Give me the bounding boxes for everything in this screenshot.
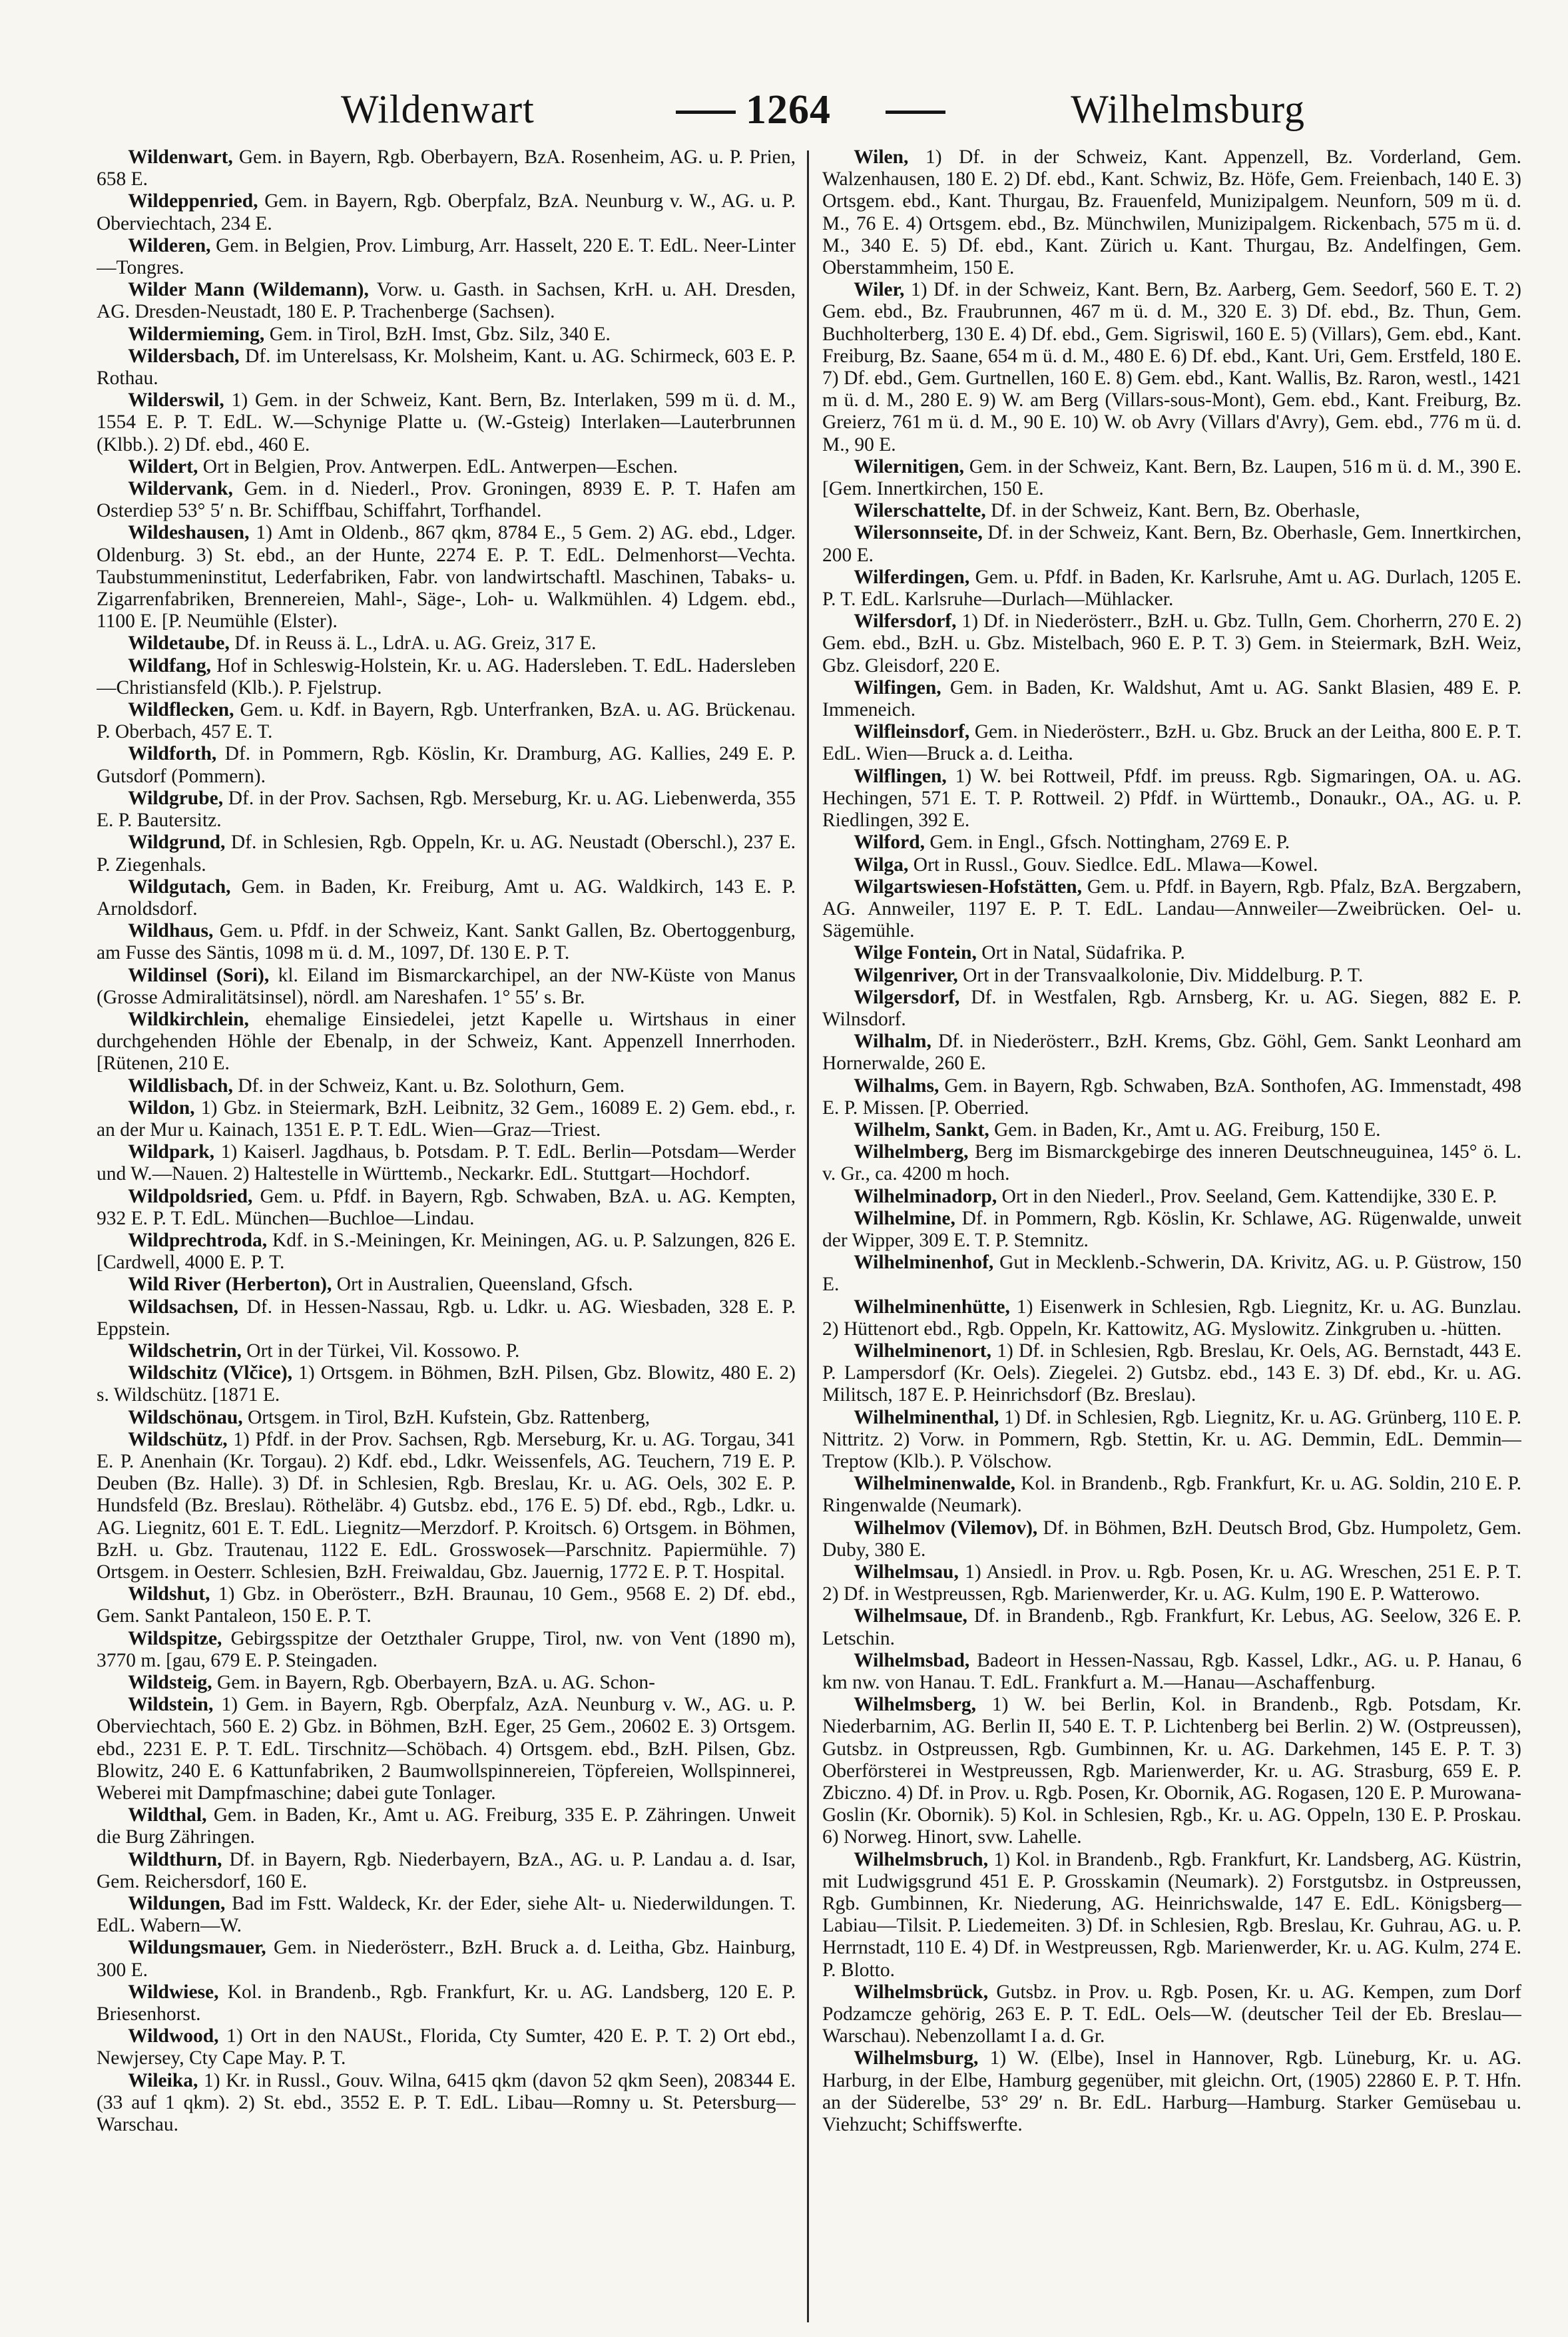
- entry-headword: Wilfingen,: [854, 676, 941, 698]
- entry-headword: Wilhelminenwalde,: [854, 1473, 1016, 1495]
- left-column: [97, 146, 796, 2330]
- dictionary-entry: [822, 854, 1521, 876]
- dictionary-entry: [97, 390, 796, 456]
- entry-headword: Wildungen,: [128, 1893, 226, 1915]
- dictionary-entry: [822, 1473, 1521, 1517]
- dictionary-entry: [97, 1362, 796, 1406]
- entry-text: 1) Eisenwerk in Schlesien, Rgb. Liegnitz, Kr. u. AG. Bunzlau. 2) Hüttenort ebd., Rgb. Oppeln, Kr. Kattowitz, AG. Myslowitz. Zinkgruben u. -hütten.: [822, 1296, 1521, 1340]
- entry-headword: Wilford,: [854, 832, 925, 854]
- dictionary-entry: [97, 743, 796, 787]
- entry-text: Df. in Bayern, Rgb. Niederbayern, BzA., AG. u. P. Landau a. d. Isar, Gem. Reichersdorf, 160 E.: [97, 1848, 796, 1892]
- entry-headword: Wildprechtroda,: [128, 1229, 268, 1251]
- entry-text: 1) W. bei Berlin, Kol. in Brandenb., Rgb. Potsdam, Kr. Niederbarnim, AG. Berlin II, 540 E. T. P. Lichtenberg bei Berlin. 2) W. (Ostpreussen), Gutsbz. in Ostpreussen, Rgb. Gumbinnen, Kr. u. AG. Darkehmen, 145 E. P. T. 3) Oberförsterei in Westpreussen, Rgb. Marienwerder, Kr. u. AG. Strasburg, 659 E. P. Zbiczno. 4) Df. in Prov. u. Rgb. Posen, Kr. Obornik, AG. Rogasen, 120 E. P. Murowana-Goslin (Kr. Obornik). 5) Kol. in Schlesien, Rgb., Kr. u. AG. Oppeln, 130 E. P. Proskau. 6) Norweg. Hinort, svw. Lahelle.: [822, 1694, 1521, 1848]
- entry-headword: Wilhelminenort,: [854, 1340, 991, 1362]
- dictionary-entry: [822, 1340, 1521, 1407]
- dictionary-entry: [97, 1097, 796, 1141]
- entry-headword: Wildthurn,: [128, 1848, 222, 1870]
- entry-headword: Wilfleinsdorf,: [854, 721, 970, 743]
- entry-headword: Wilhalm,: [854, 1031, 931, 1053]
- entry-text: 1) Ortsgem. in Böhmen, BzH. Pilsen, Gbz. Blowitz, 480 E. 2) s. Wildschütz. [1871 E.: [97, 1362, 796, 1406]
- dictionary-entry: [97, 1893, 796, 1937]
- entry-headword: Wildhaus,: [128, 920, 214, 942]
- entry-headword: Wildlisbach,: [128, 1075, 233, 1097]
- entry-text: Gem. in Niederösterr., BzH. Bruck a. d. Leitha, Gbz. Hainburg, 300 E.: [97, 1937, 796, 1981]
- dictionary-entry: [97, 788, 796, 832]
- entry-text: Df. in Reuss ä. L., LdrA. u. AG. Greiz, 317 E.: [229, 633, 597, 654]
- entry-headword: Wildsteig,: [128, 1672, 212, 1694]
- entry-headword: Wilderswil,: [128, 390, 224, 411]
- entry-text: Ort in Belgien, Prov. Antwerpen. EdL. Antwerpen—Eschen.: [198, 455, 678, 477]
- entry-text: 1) Ansiedl. in Prov. u. Rgb. Posen, Kr. u. AG. Wreschen, 251 E. P. T. 2) Df. in Westpreussen, Rgb. Marienwerder, Kr. u. AG. Kulm, 190 E. P. Watterowo.: [822, 1561, 1521, 1605]
- entry-text: Gem. in Baden, Kr. Freiburg, Amt u. AG. Waldkirch, 143 E. P. Arnoldsdorf.: [97, 876, 796, 919]
- dictionary-entry: [97, 1672, 796, 1694]
- entry-text: 1) W. (Elbe), Insel in Hannover, Rgb. Lüneburg, Kr. u. AG. Harburg, in der Elbe, Hamburg gegenüber, mit gleichn. Ort, (1905) 22860 E. P. T. Hfn. an der Süderelbe, 53° 29′ n. Br. EdL. Harburg—Hamburg. Starker Gemüsebau u. Viehzucht; Schiffswerfte.: [822, 2047, 1521, 2136]
- dictionary-entry: [97, 1804, 796, 1848]
- dictionary-entry: [822, 1407, 1521, 1473]
- entry-text: Hof in Schleswig-Holstein, Kr. u. AG. Hadersleben. T. EdL. Hadersleben—Christiansfeld (Klb.). P. Fjelstrup.: [97, 654, 796, 698]
- entry-headword: Wildkirchlein,: [128, 1008, 249, 1030]
- dictionary-entry: [822, 279, 1521, 456]
- entry-text: Df. in der Prov. Sachsen, Rgb. Merseburg, Kr. u. AG. Liebenwerda, 355 E. P. Bautersitz.: [97, 787, 796, 832]
- entry-text: Ort in Natal, Südafrika. P.: [976, 942, 1185, 964]
- header-right-word: Wilhelmsburg: [1071, 87, 1305, 131]
- dictionary-entry: [97, 633, 796, 654]
- entry-headword: Wildstein,: [128, 1694, 214, 1716]
- entry-headword: Wildinsel (Sori),: [128, 964, 270, 986]
- entry-headword: Wildschitz (Vlčice),: [128, 1362, 293, 1384]
- dictionary-entry: [822, 1031, 1521, 1075]
- entry-text: Gem. in Bayern, Rgb. Oberbayern, BzA. Rosenheim, AG. u. P. Prien, 658 E.: [97, 146, 796, 190]
- entry-text: Gem. in Bayern, Rgb. Oberbayern, BzA. u. AG. Schon-: [212, 1672, 655, 1694]
- entry-headword: Wildert,: [128, 455, 198, 477]
- entry-headword: Wildersbach,: [128, 345, 240, 367]
- dictionary-entry: [97, 655, 796, 699]
- dictionary-entry: [822, 1517, 1521, 1561]
- entry-text: Gem. u. Pfdf. in Bayern, Rgb. Schwaben, BzA. u. AG. Kempten, 932 E. P. T. EdL. München—Buchloe—Lindau.: [97, 1185, 796, 1229]
- dictionary-entry: [97, 346, 796, 390]
- dictionary-entry: [822, 1141, 1521, 1185]
- dictionary-entry: [97, 1937, 796, 1981]
- entry-headword: Wildenwart,: [128, 146, 233, 168]
- entry-text: Gem. in Niederösterr., BzH. u. Gbz. Bruck an der Leitha, 800 E. P. T. EdL. Wien—Bruck a. d. Leitha.: [822, 721, 1521, 765]
- dictionary-entry: [822, 876, 1521, 943]
- entry-headword: Wilferdingen,: [854, 566, 970, 588]
- entry-headword: Wilhelminenthal,: [854, 1406, 999, 1428]
- entry-headword: Wildungsmauer,: [128, 1937, 266, 1959]
- dictionary-entry: [822, 2047, 1521, 2136]
- entry-text: Gem. in Baden, Kr., Amt u. AG. Freiburg, 335 E. P. Zähringen. Unweit die Burg Zähringen.: [97, 1804, 796, 1848]
- dictionary-entry: [822, 146, 1521, 279]
- entry-headword: Wildpoldsried,: [128, 1185, 253, 1207]
- dictionary-entry: [822, 832, 1521, 854]
- entry-text: 1) Df. in Niederösterr., BzH. u. Gbz. Tulln, Gem. Chorherrn, 270 E. 2) Gem. ebd., BzH. u. Gbz. Mistelbach, 960 E. P. T. 3) Gem. in Steiermark, BzH. Weiz, Gbz. Gleisdorf, 220 E.: [822, 611, 1521, 676]
- dictionary-entry: [97, 456, 796, 478]
- entry-headword: Wildfang,: [128, 654, 212, 676]
- column-divider: [807, 150, 809, 2322]
- dictionary-entry: [97, 146, 796, 190]
- entry-text: Ort in Australien, Queensland, Gfsch.: [332, 1274, 633, 1296]
- dictionary-entry: [822, 1694, 1521, 1848]
- entry-text: Gut in Mecklenb.-Schwerin, DA. Krivitz, AG. u. P. Güstrow, 150 E.: [822, 1252, 1521, 1296]
- entry-text: Gem. in Bayern, Rgb. Oberpfalz, BzA. Neunburg v. W., AG. u. P. Oberviechtach, 234 E.: [97, 190, 796, 234]
- dictionary-entry: [822, 721, 1521, 765]
- dictionary-entry: [822, 1296, 1521, 1340]
- entry-headword: Wilgenriver,: [854, 964, 958, 986]
- entry-text: Df. in Schlesien, Rgb. Oppeln, Kr. u. AG. Neustadt (Oberschl.), 237 E. P. Ziegenhals.: [97, 832, 796, 876]
- entry-headword: Wilga,: [854, 854, 909, 876]
- entry-text: 1) Gem. in Bayern, Rgb. Oberpfalz, AzA. Neunburg v. W., AG. u. P. Oberviechtach, 560 E. 2) Gbz. in Böhmen, BzH. Eger, 25 Gem., 20602 E. 3) Ortsgem. ebd., 2231 E. P. T. EdL. Tirschnitz—Schöbach. 4) Ortsgem. ebd., BzH. Pilsen, Gbz. Blowitz, 240 E. 6 Kattunfabriken, 2 Baumwollspinnereien, Töpfereien, Wollspinnerei, Weberei mit Dampfmaschine; dabei gute Tonlager.: [97, 1694, 796, 1804]
- entry-headword: Wildetaube,: [128, 633, 230, 654]
- entry-text: Gem. in Tirol, BzH. Imst, Gbz. Silz, 340 E.: [264, 323, 611, 345]
- entry-text: 1) Df. in der Schweiz, Kant. Bern, Bz. Aarberg, Gem. Seedorf, 560 E. T. 2) Gem. ebd., Bz. Fraubrunnen, 467 m ü. d. M., 320 E. 3) Df. ebd., Bz. Thun, Gem. Buchholterberg, 130 E. 4) Df. ebd., Gem. Sigriswil, 160 E. 5) (Villars), Gem. ebd., Kant. Freiburg, Bz. Saane, 654 m ü. d. M., 480 E. 6) Df. ebd., Kant. Uri, Gem. Erstfeld, 180 E. 7) Df. ebd., Gem. Gurtnellen, 160 E. 8) Gem. ebd., Kant. Wallis, Bz. Raron, westl., 1421 m ü. d. M., 280 E. 9) W. am Berg (Villars-sous-Mont), Gem. ebd., Kant. Freiburg, Bz. Greierz, 761 m ü. d. M., 90 E. 10) W. ob Avry (Villars d'Avry), Gem. ebd., 776 m ü. d. M., 90 E.: [822, 279, 1521, 455]
- entry-headword: Wilhelmine,: [854, 1207, 955, 1229]
- dictionary-entry: [97, 1407, 796, 1429]
- entry-headword: Wilfersdorf,: [854, 611, 957, 633]
- dictionary-entry: [822, 1075, 1521, 1119]
- dictionary-entry: [97, 1849, 796, 1893]
- entry-headword: Wildeppenried,: [128, 190, 258, 212]
- entry-headword: Wildschetrin,: [128, 1340, 242, 1362]
- dictionary-entry: [97, 832, 796, 876]
- dictionary-entry: [97, 1274, 796, 1296]
- entry-headword: Wilernitigen,: [854, 455, 964, 477]
- dictionary-entry: [97, 965, 796, 1009]
- entry-text: 1) Kol. in Brandenb., Rgb. Frankfurt, Kr. Landsberg, AG. Küstrin, mit Ludwigsgrund 451 E. P. Grosskamin (Neumark). 2) Forstgutsbz. in Ostpreussen, Rgb. Gumbinnen, Kr. Niederung, AG. Heinrichswalde, 147 E. EdL. Königsberg—Labiau—Tilsit. P. Liedemeiten. 3) Df. in Schlesien, Rgb. Breslau, Kr. Guhrau, AG. u. P. Herrnstadt, 110 E. 4) Df. in Westpreussen, Rgb. Marienwerder, Kr. u. AG. Kulm, 274 E. P. Blotto.: [822, 1848, 1521, 1981]
- entry-headword: Wilen,: [854, 146, 909, 168]
- dictionary-entry: [822, 677, 1521, 721]
- dictionary-entry: [822, 1849, 1521, 1981]
- entry-text: 1) Pfdf. in der Prov. Sachsen, Rgb. Merseburg, Kr. u. AG. Torgau, 341 E. P. Anenhain (Kr. Torgau). 2) Kdf. ebd., Ldkr. Weissenfels, AG. Teuchern, 719 E. P. Deuben (Bz. Halle). 3) Df. in Schlesien, Rgb. Breslau, Kr. u. AG. Oels, 302 E. P. Hundsfeld (Bz. Breslau). Rötheläbr. 4) Gutsbz. ebd., 176 E. 5) Df. ebd., Rgb., Ldkr. u. AG. Liegnitz, 601 E. T. EdL. Liegnitz—Merzdorf. P. Kroitsch. 6) Ortsgem. in Böhmen, BzH. u. Gbz. Trautenau, 1122 E. EdL. Grosswosek—Parschnitz. Papiermühle. 7) Ortsgem. in Oesterr. Schlesien, BzH. Freiwaldau, Gbz. Jauernig, 1772 E. P. T. Hospital.: [97, 1428, 796, 1583]
- entry-text: Kol. in Brandenb., Rgb. Frankfurt, Kr. u. AG. Landsberg, 120 E. P. Briesenhorst.: [97, 1981, 796, 2025]
- dictionary-entry: [97, 1340, 796, 1362]
- entry-headword: Wilhelmov (Vilemov),: [854, 1517, 1038, 1539]
- entry-headword: Wilhelmsbad,: [854, 1649, 970, 1671]
- dictionary-entry: [97, 1429, 796, 1583]
- entry-headword: Wildeshausen,: [128, 522, 250, 544]
- entry-text: Df. in Pommern, Rgb. Köslin, Kr. Dramburg, AG. Kallies, 249 E. P. Gutsdorf (Pommern).: [97, 743, 796, 787]
- entry-headword: Wildflecken,: [128, 699, 234, 721]
- dictionary-entry: [97, 1981, 796, 2025]
- dictionary-entry: [97, 1186, 796, 1230]
- entry-text: Gutsbz. in Prov. u. Rgb. Posen, Kr. u. AG. Kempen, zum Dorf Podzamcze gehörig, 263 E. P. T. EdL. Oels—W. (deutscher Teil der Eb. Breslau—Warschau). Nebenzollamt I a. d. Gr.: [822, 1981, 1521, 2047]
- entry-text: Berg im Bismarckgebirge des inneren Deutschneuguinea, 145° ö. L. v. Gr., ca. 4200 m hoch.: [822, 1141, 1521, 1185]
- dictionary-entry: [97, 1628, 796, 1672]
- entry-text: Df. in Hessen-Nassau, Rgb. u. Ldkr. u. AG. Wiesbaden, 328 E. P. Eppstein.: [97, 1296, 796, 1340]
- dictionary-entry: [822, 1208, 1521, 1252]
- dictionary-entry: [97, 1230, 796, 1274]
- entry-text: Vorw. u. Gasth. in Sachsen, KrH. u. AH. Dresden, AG. Dresden-Neustadt, 180 E. P. Trachenberge (Sachsen).: [97, 279, 796, 323]
- entry-headword: Wilhelmsburg,: [854, 2047, 979, 2069]
- entry-headword: Wildervank,: [128, 478, 233, 500]
- entry-text: Ort in Russl., Gouv. Siedlce. EdL. Mlawa—Kowel.: [908, 854, 1318, 876]
- entry-headword: Wilhelminenhof,: [854, 1252, 994, 1274]
- entry-headword: Wildermieming,: [128, 323, 265, 345]
- entry-text: Df. in der Schweiz, Kant. Bern, Bz. Oberhasle,: [985, 500, 1360, 522]
- dictionary-entry: [822, 1605, 1521, 1649]
- entry-text: Bad im Fstt. Waldeck, Kr. der Eder, siehe Alt- u. Niederwildungen. T. EdL. Wabern—W.: [97, 1893, 796, 1937]
- entry-headword: Wildforth,: [128, 743, 217, 765]
- entry-text: Ort in der Türkei, Vil. Kossowo. P.: [241, 1340, 520, 1362]
- dictionary-entry: [97, 699, 796, 743]
- dictionary-entry: [97, 1583, 796, 1627]
- entry-text: 1) W. bei Rottweil, Pfdf. im preuss. Rgb. Sigmaringen, OA. u. AG. Hechingen, 571 E. T. P. Rottweil. 2) Pfdf. in Württemb., Donaukr., OA., AG. u. P. Riedlingen, 392 E.: [822, 765, 1521, 832]
- entry-headword: Wilhelminadorp,: [854, 1185, 997, 1207]
- header-left-word: Wildenwart: [341, 87, 535, 131]
- entry-text: 1) Df. in der Schweiz, Kant. Appenzell, Bz. Vorderland, Gem. Walzenhausen, 180 E. 2) Df. ebd., Kant. Schwiz, Bz. Höfe, Gem. Freienbach, 140 E. 3) Ortsgem. ebd., Kant. Thurgau, Bz. Frauenfeld, Munizipalgem. Neunforn, 509 m ü. d. M., 76 E. 4) Ortsgem. ebd., Bz. Münchwilen, Munizipalgem. Rickenbach, 575 m ü. d. M., 340 E. 5) Df. ebd., Kant. Zürich u. Kant. Thurgau, Bz. Andelfingen, Gem. Oberstammheim, 150 E.: [822, 146, 1521, 279]
- entry-headword: Wildthal,: [128, 1804, 207, 1826]
- entry-text: 1) Gbz. in Oberösterr., BzH. Braunau, 10 Gem., 9568 E. 2) Df. ebd., Gem. Sankt Pantaleon, 150 E. P. T.: [97, 1583, 796, 1627]
- entry-headword: Wildspitze,: [128, 1627, 222, 1649]
- dictionary-entry: [97, 2070, 796, 2137]
- dictionary-entry: [822, 1252, 1521, 1296]
- dictionary-entry: [822, 1119, 1521, 1141]
- dictionary-entry: [97, 235, 796, 279]
- entry-text: Badeort in Hessen-Nassau, Rgb. Kassel, Ldkr., AG. u. P. Hanau, 6 km nw. von Hanau. T. EdL. Frankfurt a. M.—Hanau—Aschaffenburg.: [822, 1649, 1521, 1694]
- entry-text: Gem. in Baden, Kr. Waldshut, Amt u. AG. Sankt Blasien, 489 E. P. Immeneich.: [822, 676, 1521, 721]
- entry-text: kl. Eiland im Bismarckarchipel, an der NW-Küste von Manus (Grosse Admiralitätsinsel), nördl. am Nareshafen. 1° 55′ s. Br.: [97, 964, 796, 1008]
- entry-headword: Wiler,: [854, 279, 905, 301]
- entry-headword: Wilgersdorf,: [854, 986, 960, 1008]
- entry-text: Gem. in der Schweiz, Kant. Bern, Bz. Laupen, 516 m ü. d. M., 390 E. [Gem. Innertkirchen, 150 E.: [822, 455, 1521, 500]
- dictionary-entry: [822, 766, 1521, 832]
- entry-text: 1) Gbz. in Steiermark, BzH. Leibnitz, 32 Gem., 16089 E. 2) Gem. ebd., r. an der Mur u. Kainach, 1351 E. P. T. EdL. Wien—Graz—Triest.: [97, 1097, 796, 1141]
- entry-text: Gem. in d. Niederl., Prov. Groningen, 8939 E. P. T. Hafen am Osterdiep 53° 5′ n. Br. Schiffbau, Schiffahrt, Torfhandel.: [97, 478, 796, 522]
- dictionary-entry: [97, 1141, 796, 1185]
- entry-text: 1) Ort in den NAUSt., Florida, Cty Sumter, 420 E. P. T. 2) Ort ebd., Newjersey, Cty Cape May. P. T.: [97, 2025, 796, 2069]
- entry-headword: Wildgrund,: [128, 832, 226, 854]
- entry-text: Kdf. in S.-Meiningen, Kr. Meiningen, AG. u. P. Salzungen, 826 E. [Cardwell, 4000 E. P. T.: [97, 1229, 796, 1274]
- entry-headword: Wilhelmsau,: [854, 1561, 959, 1583]
- entry-text: Df. in Westfalen, Rgb. Arnsberg, Kr. u. AG. Siegen, 882 E. P. Wilnsdorf.: [822, 986, 1521, 1030]
- entry-text: Gem. in Baden, Kr., Amt u. AG. Freiburg, 150 E.: [989, 1119, 1381, 1141]
- entry-text: 1) Kaiserl. Jagdhaus, b. Potsdam. P. T. EdL. Berlin—Potsdam—Werder und W.—Nauen. 2) Haltestelle in Württemb., Neckarkr. EdL. Stuttgart—Hochdorf.: [97, 1141, 796, 1185]
- entry-headword: Wildwiese,: [128, 1981, 219, 2003]
- dictionary-entry: [97, 478, 796, 522]
- dictionary-entry: [97, 1075, 796, 1097]
- entry-headword: Wild River (Herberton),: [128, 1274, 332, 1296]
- entry-text: Df. in Brandenb., Rgb. Frankfurt, Kr. Lebus, AG. Seelow, 326 E. P. Letschin.: [822, 1605, 1521, 1649]
- dictionary-entry: [97, 190, 796, 234]
- entry-text: Df. in Pommern, Rgb. Köslin, Kr. Schlawe, AG. Rügenwalde, unweit der Wipper, 309 E. T. P. Stemnitz.: [822, 1207, 1521, 1251]
- dictionary-entry: [822, 942, 1521, 964]
- entry-text: Gem. in Engl., Gfsch. Nottingham, 2769 E. P.: [925, 832, 1290, 854]
- entry-headword: Wilder Mann (Wildemann),: [128, 279, 369, 301]
- running-header: [0, 73, 1568, 146]
- entry-text: Gebirgsspitze der Oetzthaler Gruppe, Tirol, nw. von Vent (1890 m), 3770 m. [gau, 679 E. P. Steingaden.: [97, 1627, 796, 1671]
- dictionary-entry: [97, 324, 796, 346]
- dictionary-entry: [822, 1650, 1521, 1694]
- entry-text: Gem. u. Pfdf. in der Schweiz, Kant. Sankt Gallen, Bz. Obertoggenburg, am Fusse des Säntis, 1098 m ü. d. M., 1097, Df. 130 E. P. T.: [97, 920, 796, 964]
- dictionary-entry: [822, 611, 1521, 677]
- entry-text: Df. in Niederösterr., BzH. Krems, Gbz. Göhl, Gem. Sankt Leonhard am Hornerwalde, 260 E.: [822, 1031, 1521, 1075]
- entry-text: ehemalige Einsiedelei, jetzt Kapelle u. Wirtshaus in einer durchgehenden Höhle der Ebenalp, in der Schweiz, Kant. Appenzell Innerrhoden. [Rütenen, 210 E.: [97, 1008, 796, 1075]
- page-number: 1264: [746, 87, 831, 132]
- entry-headword: Wilge Fontein,: [854, 942, 977, 964]
- dictionary-entry: [97, 1694, 796, 1804]
- entry-headword: Wildschönau,: [128, 1406, 243, 1428]
- entry-text: Kol. in Brandenb., Rgb. Frankfurt, Kr. u. AG. Soldin, 210 E. P. Ringenwalde (Neumark).: [822, 1473, 1521, 1517]
- entry-text: Gem. u. Pfdf. in Baden, Kr. Karlsruhe, Amt u. AG. Durlach, 1205 E. P. T. EdL. Karlsruhe—Durlach—Mühlacker.: [822, 566, 1521, 611]
- dictionary-entry: [97, 279, 796, 323]
- entry-headword: Wilhelmsaue,: [854, 1605, 967, 1627]
- entry-headword: Wilgartswiesen-Hofstätten,: [854, 876, 1082, 898]
- dictionary-entry: [822, 1186, 1521, 1208]
- entry-text: Gem. in Bayern, Rgb. Schwaben, BzA. Sonthofen, AG. Immenstadt, 498 E. P. Missen. [P. Oberried.: [822, 1075, 1521, 1119]
- entry-headword: Wildschütz,: [128, 1428, 228, 1450]
- entry-text: Df. im Unterelsass, Kr. Molsheim, Kant. u. AG. Schirmeck, 603 E. P. Rothau.: [97, 345, 796, 390]
- entry-text: 1) Df. in Schlesien, Rgb. Breslau, Kr. Oels, AG. Bernstadt, 443 E. P. Lampersdorf (Kr. Oels). Ziegelei. 2) Gutsbz. ebd., 143 E. 3) Df. ebd., Kr. u. AG. Militsch, 187 E. P. Heinrichsdorf (Bz. Breslau).: [822, 1340, 1521, 1406]
- dictionary-entry: [822, 522, 1521, 566]
- entry-headword: Wildgutach,: [128, 876, 231, 898]
- dictionary-entry: [822, 456, 1521, 500]
- entry-text: Df. in der Schweiz, Kant. Bern, Bz. Oberhasle, Gem. Innertkirchen, 200 E.: [822, 522, 1521, 566]
- entry-headword: Wilersonnseite,: [854, 522, 983, 544]
- entry-text: 1) Amt in Oldenb., 867 qkm, 8784 E., 5 Gem. 2) AG. ebd., Ldger. Oldenburg. 3) St. ebd., an der Hunte, 2274 E. P. T. EdL. Delmenhorst—Vechta. Taubstummeninstitut, Lederfabriken, Fabr. von landwirtschaftl. Maschinen, Tabaks- u. Zigarrenfabriken, Brennereien, Mahl-, Säge-, Loh- u. Walkmühlen. 4) Ldgem. ebd., 1100 E. [P. Neumühle (Elster).: [97, 522, 796, 633]
- dictionary-entry: [822, 1561, 1521, 1605]
- entry-text: Ortsgem. in Tirol, BzH. Kufstein, Gbz. Rattenberg,: [242, 1406, 651, 1428]
- entry-headword: Wilhelmsbruch,: [854, 1848, 989, 1870]
- header-dash-left: [676, 111, 736, 114]
- dictionary-entry: [97, 876, 796, 920]
- entry-headword: Wileika,: [128, 2069, 198, 2091]
- entry-headword: Wilflingen,: [854, 765, 947, 787]
- dictionary-entry: [822, 567, 1521, 611]
- entry-text: 1) Kr. in Russl., Gouv. Wilna, 6415 qkm (davon 52 qkm Seen), 208344 E. (33 auf 1 qkm). 2) St. ebd., 3552 E. P. T. EdL. Libau—Romny u. St. Petersburg—Warschau.: [97, 2069, 796, 2136]
- dictionary-entry: [97, 1009, 796, 1075]
- entry-text: 1) Df. in Schlesien, Rgb. Liegnitz, Kr. u. AG. Grünberg, 110 E. P. Nittritz. 2) Vorw. in Pommern, Rgb. Stettin, Kr. u. AG. Demmin, EdL. Demmin—Treptow (Klb.). P. Völschow.: [822, 1406, 1521, 1472]
- dictionary-entry: [97, 920, 796, 964]
- entry-headword: Wildwood,: [128, 2025, 219, 2047]
- entry-headword: Wilhelmsbrück,: [854, 1981, 989, 2003]
- entry-headword: Wilderen,: [128, 234, 211, 256]
- entry-text: Df. in Böhmen, BzH. Deutsch Brod, Gbz. Humpoletz, Gem. Duby, 380 E.: [822, 1517, 1521, 1561]
- entry-text: 1) Gem. in der Schweiz, Kant. Bern, Bz. Interlaken, 599 m ü. d. M., 1554 E. P. T. EdL. W.—Schynige Platte u. (W.-Gsteig) Interlaken—Lauterbrunnen (Klbb.). 2) Df. ebd., 460 E.: [97, 390, 796, 455]
- entry-headword: Wilhelmsberg,: [854, 1694, 977, 1716]
- entry-text: Df. in der Schweiz, Kant. u. Bz. Solothurn, Gem.: [232, 1075, 625, 1097]
- right-column: [822, 146, 1521, 2330]
- entry-headword: Wilhelm, Sankt,: [854, 1119, 989, 1141]
- entry-headword: Wilhelminenhütte,: [854, 1296, 1010, 1318]
- entry-text: Gem. u. Pfdf. in Bayern, Rgb. Pfalz, BzA. Bergzabern, AG. Annweiler, 1197 E. P. T. EdL. Landau—Annweiler—Zweibrücken. Oel- u. Sägemühle.: [822, 876, 1521, 942]
- entry-text: Gem. in Belgien, Prov. Limburg, Arr. Hasselt, 220 E. T. EdL. Neer-Linter—Tongres.: [97, 234, 796, 279]
- entry-headword: Wildsachsen,: [128, 1296, 239, 1318]
- entry-text: Ort in den Niederl., Prov. Seeland, Gem. Kattendijke, 330 E. P.: [997, 1185, 1497, 1207]
- dictionary-entry: [97, 2025, 796, 2069]
- dictionary-entry: [97, 522, 796, 633]
- dictionary-entry: [822, 987, 1521, 1031]
- entry-headword: Wildgrube,: [128, 787, 224, 809]
- entry-headword: Wilerschattelte,: [854, 500, 986, 522]
- entry-text: Gem. u. Kdf. in Bayern, Rgb. Unterfranken, BzA. u. AG. Brückenau. P. Oberbach, 457 E. T.: [97, 699, 796, 743]
- entry-headword: Wilhalms,: [854, 1075, 939, 1097]
- entry-headword: Wildshut,: [128, 1583, 210, 1605]
- entry-headword: Wilhelmberg,: [854, 1141, 969, 1163]
- dictionary-entry: [822, 965, 1521, 987]
- header-dash-right: [886, 111, 945, 114]
- dictionary-entry: [97, 1296, 796, 1340]
- entry-text: Ort in der Transvaalkolonie, Div. Middelburg. P. T.: [957, 964, 1364, 986]
- dictionary-entry: [822, 1981, 1521, 2048]
- entry-headword: Wildon,: [128, 1097, 195, 1119]
- entry-headword: Wildpark,: [128, 1141, 214, 1163]
- dictionary-entry: [822, 500, 1521, 522]
